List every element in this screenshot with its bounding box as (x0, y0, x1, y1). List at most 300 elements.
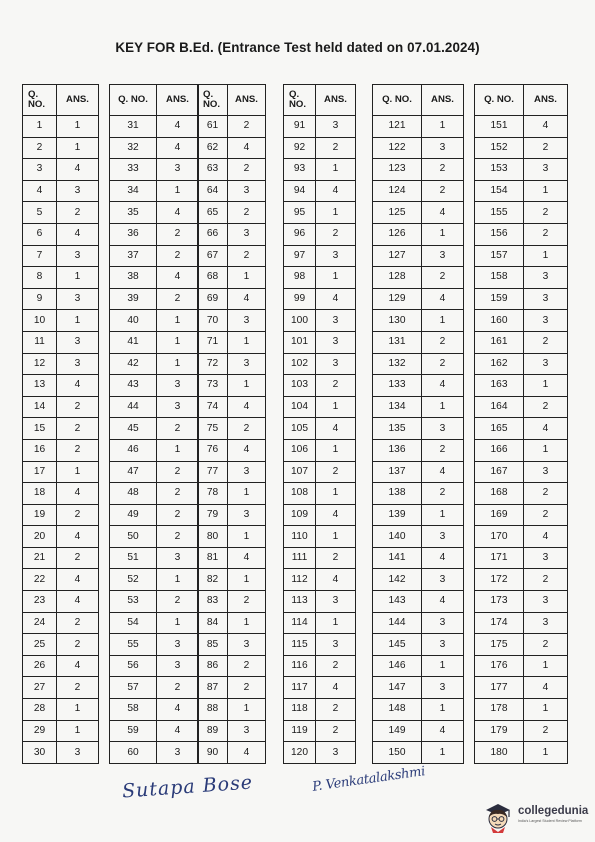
answer-row (110, 699, 199, 721)
question-number: 105 (284, 418, 316, 440)
answer-value: 2 (57, 612, 99, 634)
answer-value: 2 (524, 720, 568, 742)
answer-value: 2 (316, 720, 356, 742)
question-number: 87 (198, 677, 228, 699)
answer-value: 3 (157, 396, 199, 418)
answer-value: 3 (228, 634, 266, 656)
question-number: 20 (23, 526, 57, 548)
answer-row (284, 742, 356, 764)
question-number: 25 (23, 634, 57, 656)
answer-value: 3 (157, 655, 199, 677)
answer-row (23, 310, 99, 332)
answer-row (23, 418, 99, 440)
collegedunia-logo (482, 796, 590, 836)
answer-value: 2 (57, 418, 99, 440)
answer-value: 2 (157, 526, 199, 548)
answer-row (198, 439, 266, 461)
answer-value: 3 (57, 742, 99, 764)
answer-row (284, 655, 356, 677)
answer-row (373, 504, 464, 526)
question-number: 2 (23, 137, 57, 159)
question-number: 31 (110, 116, 157, 138)
answer-value: 2 (228, 655, 266, 677)
answer-value: 3 (316, 353, 356, 375)
question-number: 178 (475, 699, 524, 721)
question-number: 58 (110, 699, 157, 721)
answer-table-1 (22, 84, 99, 764)
answer-value: 2 (524, 634, 568, 656)
answer-value: 3 (524, 612, 568, 634)
question-number: 22 (23, 569, 57, 591)
answer-row (23, 720, 99, 742)
answer-row (373, 634, 464, 656)
question-number: 50 (110, 526, 157, 548)
answer-row (198, 245, 266, 267)
answer-value: 1 (524, 699, 568, 721)
answer-row (373, 547, 464, 569)
answer-row (475, 159, 568, 181)
answer-row (110, 223, 199, 245)
question-number: 60 (110, 742, 157, 764)
question-number: 176 (475, 655, 524, 677)
answer-value: 1 (316, 612, 356, 634)
answer-row (475, 137, 568, 159)
answer-value: 3 (524, 353, 568, 375)
answer-value: 2 (422, 180, 464, 202)
answer-row (373, 180, 464, 202)
answer-row (23, 504, 99, 526)
answer-value: 3 (524, 547, 568, 569)
q-no-header: Q. NO. (110, 85, 157, 116)
q-no-header: Q. NO. (23, 85, 57, 116)
question-number: 4 (23, 180, 57, 202)
answer-row (475, 267, 568, 289)
answer-row (198, 634, 266, 656)
question-number: 62 (198, 137, 228, 159)
question-number: 41 (110, 331, 157, 353)
answer-value: 3 (422, 677, 464, 699)
question-number: 135 (373, 418, 422, 440)
answer-value: 4 (422, 461, 464, 483)
answer-value: 4 (422, 375, 464, 397)
answer-value: 1 (228, 483, 266, 505)
answer-value: 1 (228, 267, 266, 289)
answer-row (373, 116, 464, 138)
answer-value: 1 (316, 439, 356, 461)
answer-row (373, 418, 464, 440)
question-number: 123 (373, 159, 422, 181)
answer-value: 3 (422, 245, 464, 267)
answer-row (475, 116, 568, 138)
answer-value: 2 (157, 591, 199, 613)
answer-value: 3 (228, 504, 266, 526)
question-number: 67 (198, 245, 228, 267)
answer-row (475, 612, 568, 634)
ans-header: ANS. (422, 85, 464, 116)
answer-row (198, 483, 266, 505)
question-number: 64 (198, 180, 228, 202)
answer-value: 3 (228, 720, 266, 742)
answer-row (284, 526, 356, 548)
question-number: 71 (198, 331, 228, 353)
question-number: 133 (373, 375, 422, 397)
answer-value: 1 (316, 267, 356, 289)
answer-row (198, 569, 266, 591)
answer-value: 1 (228, 526, 266, 548)
answer-value: 2 (157, 418, 199, 440)
question-number: 143 (373, 591, 422, 613)
answer-row (110, 137, 199, 159)
answer-row (198, 504, 266, 526)
answer-value: 2 (228, 677, 266, 699)
answer-value: 1 (524, 180, 568, 202)
ans-header: ANS. (228, 85, 266, 116)
answer-row (475, 591, 568, 613)
answer-value: 1 (157, 180, 199, 202)
answer-value: 3 (157, 375, 199, 397)
question-number: 86 (198, 655, 228, 677)
answer-value: 2 (316, 223, 356, 245)
question-number: 162 (475, 353, 524, 375)
question-number: 27 (23, 677, 57, 699)
answer-row (475, 504, 568, 526)
question-number: 175 (475, 634, 524, 656)
logo-name: collegedunia (518, 805, 589, 817)
question-number: 95 (284, 202, 316, 224)
question-number: 83 (198, 591, 228, 613)
answer-value: 3 (57, 353, 99, 375)
answer-row (23, 461, 99, 483)
question-number: 88 (198, 699, 228, 721)
answer-value: 2 (157, 483, 199, 505)
answer-row (198, 655, 266, 677)
question-number: 160 (475, 310, 524, 332)
answer-value: 3 (316, 245, 356, 267)
answer-row (110, 245, 199, 267)
answer-row (198, 331, 266, 353)
answer-value: 1 (57, 137, 99, 159)
question-number: 81 (198, 547, 228, 569)
answer-value: 4 (57, 591, 99, 613)
question-number: 84 (198, 612, 228, 634)
answer-row (110, 634, 199, 656)
answer-value: 3 (228, 353, 266, 375)
question-number: 55 (110, 634, 157, 656)
question-number: 169 (475, 504, 524, 526)
question-number: 120 (284, 742, 316, 764)
question-number: 8 (23, 267, 57, 289)
answer-value: 2 (157, 288, 199, 310)
answer-row (198, 547, 266, 569)
answer-value: 1 (422, 742, 464, 764)
question-number: 166 (475, 439, 524, 461)
question-number: 113 (284, 591, 316, 613)
answer-row (284, 116, 356, 138)
answer-row (284, 159, 356, 181)
question-number: 16 (23, 439, 57, 461)
answer-row (23, 526, 99, 548)
question-number: 36 (110, 223, 157, 245)
answer-value: 4 (57, 159, 99, 181)
answer-row (475, 677, 568, 699)
question-number: 168 (475, 483, 524, 505)
answer-value: 1 (422, 655, 464, 677)
answer-value: 3 (228, 461, 266, 483)
answer-row (284, 591, 356, 613)
answer-table-6 (474, 84, 568, 764)
question-number: 19 (23, 504, 57, 526)
question-number: 132 (373, 353, 422, 375)
question-number: 97 (284, 245, 316, 267)
answer-table-3 (197, 84, 266, 764)
answer-row (284, 245, 356, 267)
answer-row (198, 612, 266, 634)
question-number: 139 (373, 504, 422, 526)
question-number: 68 (198, 267, 228, 289)
answer-row (23, 288, 99, 310)
answer-value: 2 (57, 677, 99, 699)
question-number: 149 (373, 720, 422, 742)
question-number: 94 (284, 180, 316, 202)
answer-value: 1 (228, 331, 266, 353)
answer-value: 2 (57, 547, 99, 569)
question-number: 112 (284, 569, 316, 591)
answer-value: 4 (57, 655, 99, 677)
answer-row (198, 159, 266, 181)
answer-value: 1 (524, 245, 568, 267)
answer-value: 4 (228, 439, 266, 461)
answer-row (373, 483, 464, 505)
answer-row (110, 267, 199, 289)
answer-row (110, 180, 199, 202)
answer-row (23, 699, 99, 721)
question-number: 157 (475, 245, 524, 267)
answer-row (284, 223, 356, 245)
answer-value: 3 (316, 634, 356, 656)
answer-row (284, 418, 356, 440)
answer-row (110, 569, 199, 591)
answer-row (284, 483, 356, 505)
answer-row (475, 396, 568, 418)
answer-row (475, 375, 568, 397)
answer-row (284, 180, 356, 202)
answer-row (373, 375, 464, 397)
answer-row (475, 223, 568, 245)
question-number: 146 (373, 655, 422, 677)
answer-row (284, 569, 356, 591)
answer-row (198, 288, 266, 310)
question-number: 145 (373, 634, 422, 656)
answer-value: 4 (316, 569, 356, 591)
answer-value: 1 (316, 526, 356, 548)
answer-row (23, 634, 99, 656)
question-number: 161 (475, 331, 524, 353)
answer-value: 4 (422, 202, 464, 224)
question-number: 177 (475, 677, 524, 699)
answer-row (475, 720, 568, 742)
question-number: 156 (475, 223, 524, 245)
answer-row (23, 202, 99, 224)
answer-row (373, 137, 464, 159)
question-number: 96 (284, 223, 316, 245)
question-number: 21 (23, 547, 57, 569)
question-number: 130 (373, 310, 422, 332)
answer-value: 2 (524, 483, 568, 505)
question-number: 164 (475, 396, 524, 418)
answer-value: 4 (228, 742, 266, 764)
answer-row (373, 742, 464, 764)
answer-row (475, 461, 568, 483)
question-number: 73 (198, 375, 228, 397)
answer-row (110, 418, 199, 440)
question-number: 115 (284, 634, 316, 656)
question-number: 103 (284, 375, 316, 397)
answer-value: 2 (57, 504, 99, 526)
question-number: 124 (373, 180, 422, 202)
answer-value: 4 (57, 569, 99, 591)
question-number: 134 (373, 396, 422, 418)
answer-row (198, 461, 266, 483)
answer-value: 1 (57, 116, 99, 138)
question-number: 26 (23, 655, 57, 677)
question-number: 141 (373, 547, 422, 569)
question-number: 109 (284, 504, 316, 526)
answer-value: 3 (157, 547, 199, 569)
answer-row (373, 310, 464, 332)
question-number: 174 (475, 612, 524, 634)
question-number: 7 (23, 245, 57, 267)
question-number: 102 (284, 353, 316, 375)
answer-value: 2 (524, 202, 568, 224)
answer-value: 3 (422, 569, 464, 591)
question-number: 121 (373, 116, 422, 138)
question-number: 57 (110, 677, 157, 699)
answer-row (198, 180, 266, 202)
question-number: 137 (373, 461, 422, 483)
answer-value: 2 (57, 202, 99, 224)
answer-value: 3 (57, 245, 99, 267)
question-number: 59 (110, 720, 157, 742)
question-number: 106 (284, 439, 316, 461)
answer-value: 4 (228, 547, 266, 569)
answer-value: 1 (57, 267, 99, 289)
answer-row (198, 742, 266, 764)
answer-value: 3 (422, 526, 464, 548)
answer-row (284, 137, 356, 159)
answer-row (198, 116, 266, 138)
q-no-header: Q. NO. (373, 85, 422, 116)
answer-value: 4 (157, 202, 199, 224)
answer-value: 2 (422, 267, 464, 289)
question-number: 92 (284, 137, 316, 159)
answer-row (284, 331, 356, 353)
answer-row (475, 353, 568, 375)
answer-row (284, 267, 356, 289)
answer-value: 3 (524, 310, 568, 332)
question-number: 79 (198, 504, 228, 526)
page-title: KEY FOR B.Ed. (Entrance Test held dated on 07.01.2024) (115, 40, 480, 55)
answer-value: 4 (228, 288, 266, 310)
question-number: 151 (475, 116, 524, 138)
question-number: 47 (110, 461, 157, 483)
answer-value: 1 (57, 720, 99, 742)
answer-row (198, 591, 266, 613)
answer-row (110, 526, 199, 548)
answer-value: 2 (228, 591, 266, 613)
answer-value: 1 (57, 310, 99, 332)
answer-value: 2 (422, 483, 464, 505)
answer-row (373, 159, 464, 181)
answer-value: 2 (524, 396, 568, 418)
answer-row (373, 526, 464, 548)
question-number: 158 (475, 267, 524, 289)
answer-value: 2 (157, 223, 199, 245)
question-number: 38 (110, 267, 157, 289)
question-number: 72 (198, 353, 228, 375)
answer-value: 2 (316, 547, 356, 569)
answer-row (110, 677, 199, 699)
answer-value: 4 (157, 699, 199, 721)
answer-value: 2 (157, 461, 199, 483)
answer-row (110, 310, 199, 332)
question-number: 152 (475, 137, 524, 159)
answer-row (198, 202, 266, 224)
q-no-header: Q. NO. (475, 85, 524, 116)
answer-table-4 (283, 84, 356, 764)
answer-value: 4 (316, 677, 356, 699)
question-number: 56 (110, 655, 157, 677)
answer-row (23, 331, 99, 353)
answer-row (110, 612, 199, 634)
answer-value: 3 (316, 331, 356, 353)
answer-value: 1 (57, 461, 99, 483)
question-number: 43 (110, 375, 157, 397)
answer-row (110, 202, 199, 224)
answer-row (110, 288, 199, 310)
answer-row (284, 547, 356, 569)
answer-value: 1 (422, 699, 464, 721)
answer-row (284, 677, 356, 699)
student-face-icon (482, 799, 514, 833)
answer-value: 2 (228, 418, 266, 440)
question-number: 80 (198, 526, 228, 548)
answer-row (110, 396, 199, 418)
question-number: 35 (110, 202, 157, 224)
answer-value: 1 (316, 483, 356, 505)
question-number: 163 (475, 375, 524, 397)
answer-row (373, 288, 464, 310)
answer-row (23, 396, 99, 418)
question-number: 51 (110, 547, 157, 569)
question-number: 110 (284, 526, 316, 548)
answer-value: 2 (316, 655, 356, 677)
answer-value: 2 (57, 439, 99, 461)
question-number: 93 (284, 159, 316, 181)
answer-row (475, 418, 568, 440)
question-number: 49 (110, 504, 157, 526)
answer-value: 4 (524, 677, 568, 699)
answer-value: 3 (157, 742, 199, 764)
question-number: 144 (373, 612, 422, 634)
answer-row (373, 612, 464, 634)
question-number: 11 (23, 331, 57, 353)
answer-row (284, 634, 356, 656)
answer-value: 1 (228, 612, 266, 634)
question-number: 100 (284, 310, 316, 332)
answer-value: 2 (524, 331, 568, 353)
question-number: 126 (373, 223, 422, 245)
answer-row (475, 245, 568, 267)
